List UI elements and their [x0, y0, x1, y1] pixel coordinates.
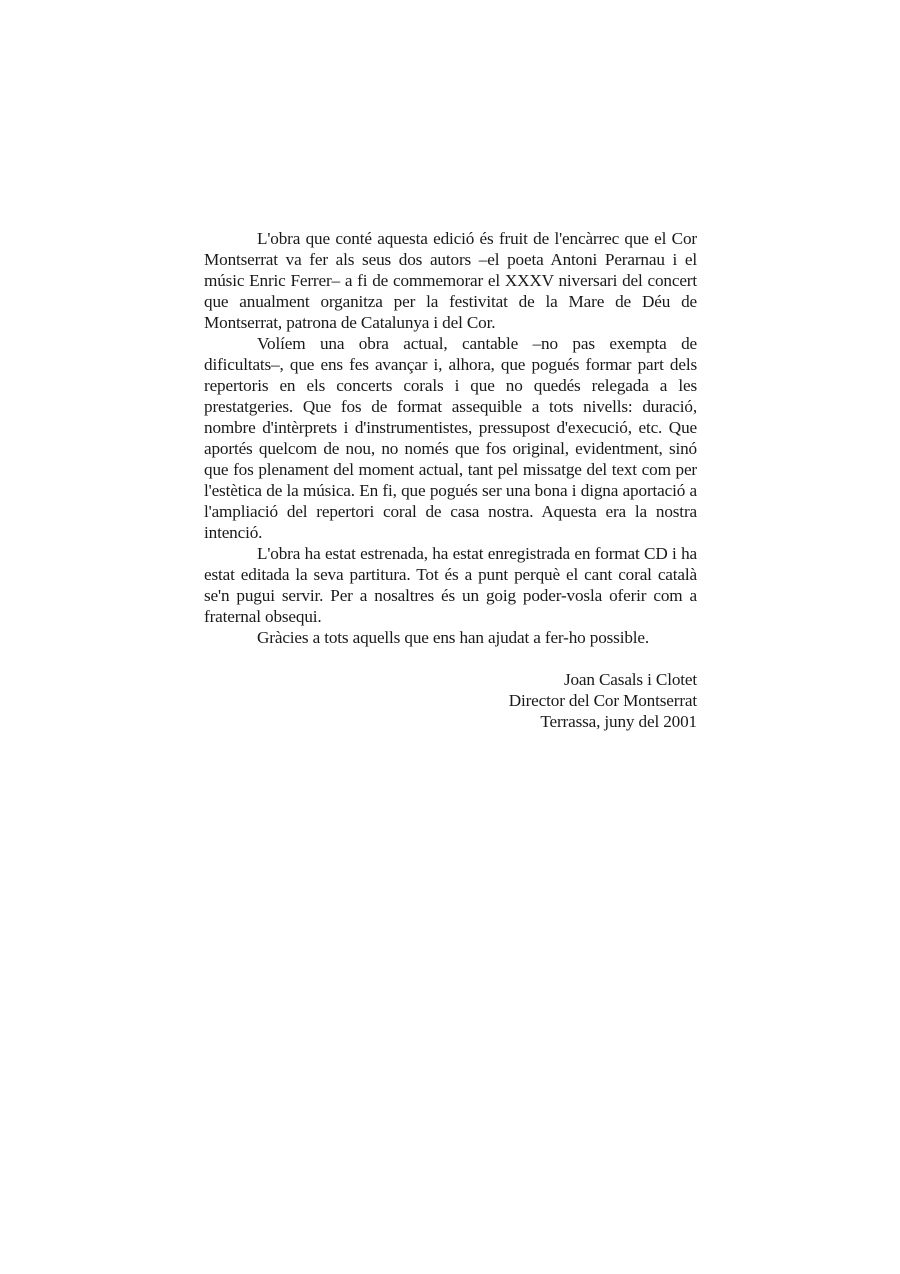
body-text: [204, 228, 697, 732]
paragraph-2: Volíem una obra actual, cantable –no pas exempta de dificultats–, que ens fes avançar i, alhora, que pogués formar part dels repertoris en els concerts corals i que no quedés relegada a les prestatgeries. Que fos de format assequible a tots nivells: duració, nombre d'intèrprets i d'instrumentistes, pressupost d'execució, etc. Que aportés quelcom de nou, no només que fos original, evidentment, sinó que fos plenament del moment actual, tant pel missatge del text com per l'estètica de la música. En fi, que pogués ser una bona i digna aportació a l'ampliació del repertori coral de casa nostra. Aquesta era la nostra intenció.: [204, 334, 697, 542]
signature-name: Joan Casals i Clotet: [563, 670, 697, 689]
signature-place-date: Terrassa, juny del 2001: [540, 712, 697, 731]
paragraph-4: Gràcies a tots aquells que ens han ajudat a fer-ho possible.: [257, 628, 650, 647]
paragraph-1: L'obra que conté aquesta edició és fruit de l'encàrrec que el Cor Montserrat va fer als seus dos autors –el poeta Antoni Perarnau i el músic Enric Ferrer– a fi de commemorar el XXXV niversari del concert que anualment organitza per la festivitat de la Mare de Déu de Montserrat, patrona de Catalunya i del Cor.: [204, 229, 697, 332]
signature-block: [204, 669, 697, 732]
signature-role: Director del Cor Montserrat: [508, 691, 697, 710]
paragraph-3: L'obra ha estat estrenada, ha estat enregistrada en format CD i ha estat editada la seva partitura. Tot és a punt perquè el cant coral català se'n pugui servir. Per a nosaltres és un goig poder-vosla oferir com a fraternal obsequi.: [204, 544, 697, 626]
